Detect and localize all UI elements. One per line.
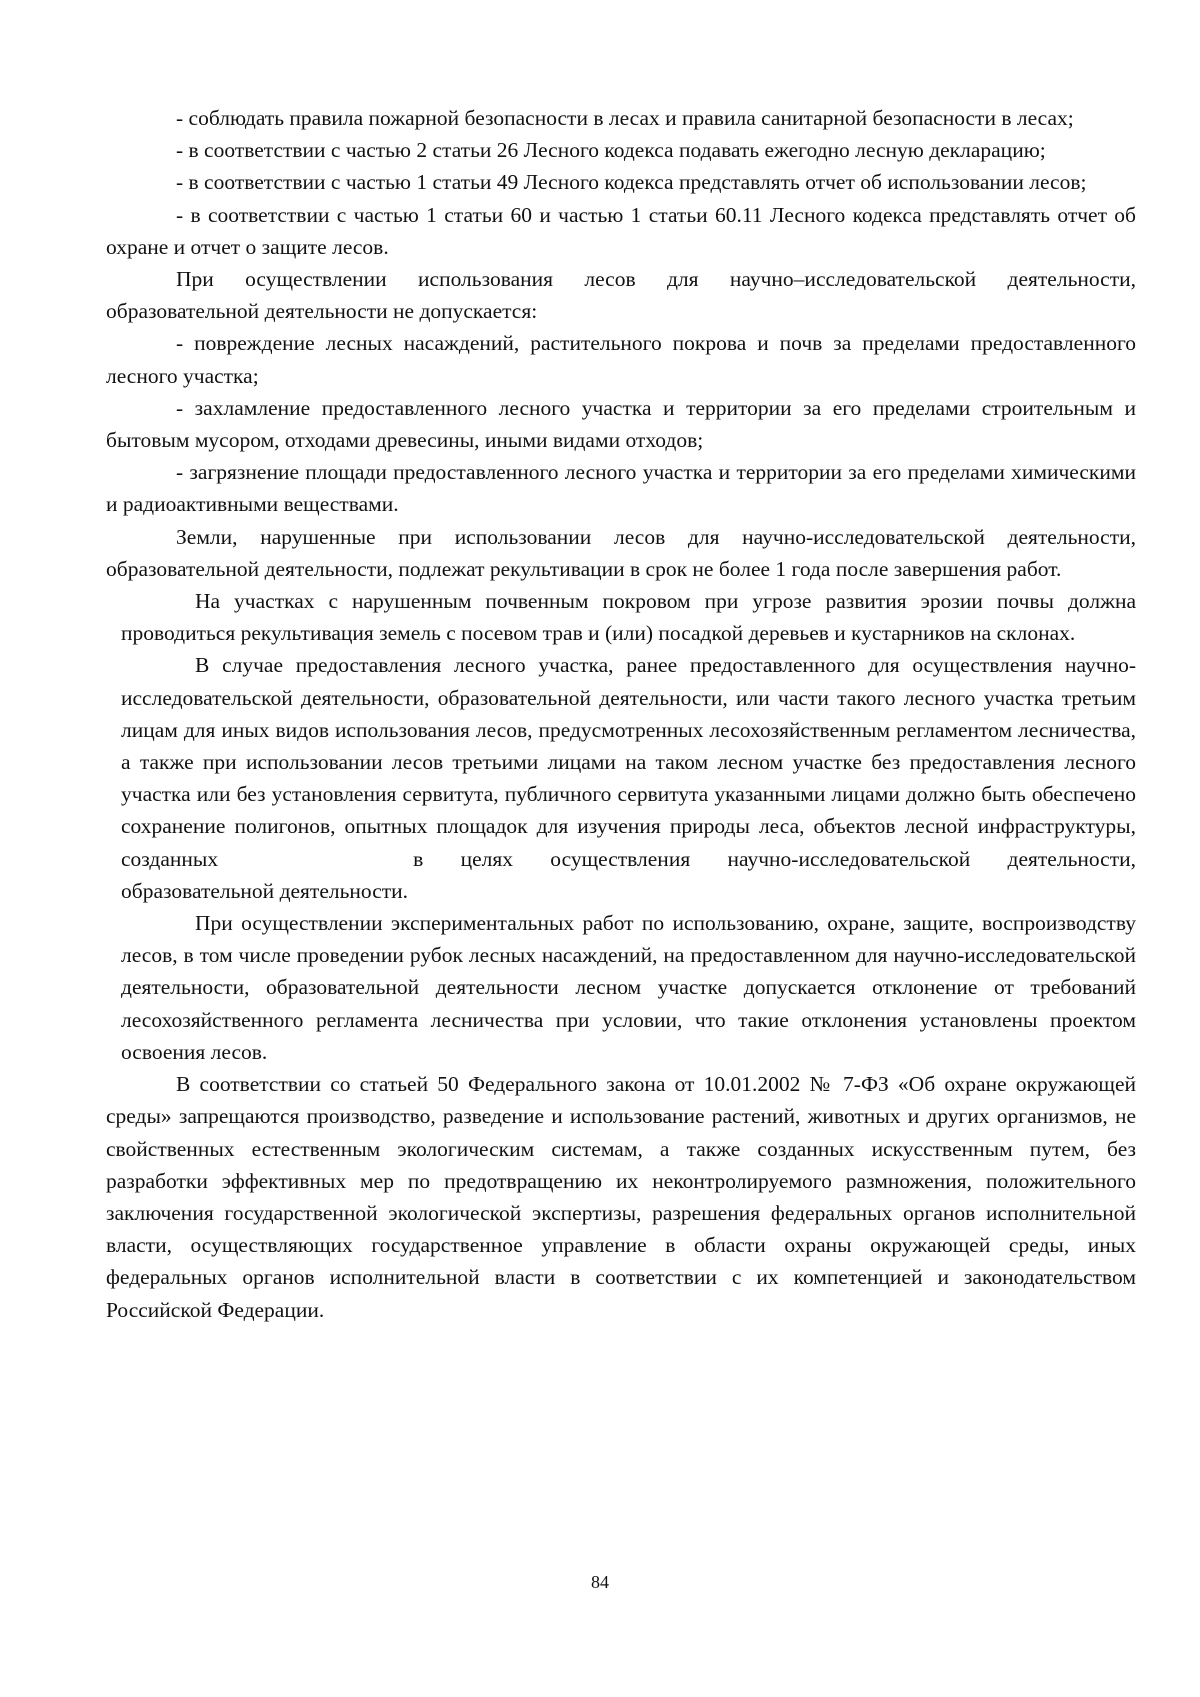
document-body <box>106 102 1136 1326</box>
list-item-fire-safety: - соблюдать правила пожарной безопасности в лесах и правила санитарной безопасности в лесах; <box>176 106 1074 130</box>
list-item-pollution: - загрязнение площади предоставленного лесного участка и территории за его пределами химическими и радиоактивными веществами. <box>106 460 1136 517</box>
paragraph-federal-law: В соответствии со статьей 50 Федерального закона от 10.01.2002 № 7-ФЗ «Об охране окружающей среды» запрещаются производство, разведение и использование растений, животных и других организмов, не свойственных естественным экологическим системам, а также созданных искусственным путем, без разработки эффективных мер по предотвращению их неконтролируемого размножения, положительного заключения государственной экологической экспертизы, разрешения федеральных органов исполнительной власти, осуществляющих государственное управление в области охраны окружающей среды, иных федеральных органов исполнительной власти в соответствии с их компетенцией и законодательством Российской Федерации. <box>106 1072 1136 1322</box>
list-item-usage-report: - в соответствии с частью 1 статьи 49 Лесного кодекса представлять отчет об использовании лесов; <box>176 170 1087 195</box>
paragraph-prohibitions-intro: При осуществлении использования лесов для научно–исследовательской деятельности, образовательной деятельности не допускается: <box>106 267 1136 324</box>
page-number: 84 <box>591 1572 609 1592</box>
paragraph-third-parties-main: В случае предоставления лесного участка, ранее предоставленного для осуществления научно-исследовательской деятельности, образовательной деятельности, или части такого лесного участка третьим лицам для иных видов использования лесов, предусмотренных лесохозяйственным регламентом лесничества, а также при использовании лесов третьими лицами на таком лесном участке без предоставления лесного участка или без установления сервитута, публичного сервитута указанными лицами должно быть обеспечено сохранение полигонов, опытных площадок для изучения природы леса, объектов лесной инфраструктуры, <box>121 653 1136 839</box>
list-item-protection-report: - в соответствии с частью 1 статьи 60 и частью 1 статьи 60.11 Лесного кодекса представлять отчет об охране и отчет о защите лесов. <box>106 202 1136 259</box>
paragraph-experimental-works: При осуществлении экспериментальных работ по использованию, охране, защите, воспроизводству лесов, в том числе проведении рубок лесных насаждений, на предоставленном для научно-исследовательской деятельности, образовательной деятельности лесном участке допускается отклонение от требований лесохозяйственного регламента лесничества при условии, что такие отклонения установлены проектом освоения лесов. <box>121 911 1136 1064</box>
paragraph-third-parties-end: в целях осуществления научно-исследовательской деятельности, образовательной деятельности. <box>121 846 1136 903</box>
paragraph-erosion: На участках с нарушенным почвенным покровом при угрозе развития эрозии почвы должна проводиться рекультивация земель с посевом трав и (или) посадкой деревьев и кустарников на склонах. <box>121 589 1136 646</box>
list-item-littering: - захламление предоставленного лесного участка и территории за его пределами строительным и бытовым мусором, отходами древесины, иными видами отходов; <box>106 395 1136 453</box>
paragraph-third-parties <box>121 649 1136 907</box>
paragraph-third-parties-created: созданных <box>121 846 219 871</box>
list-item-forest-declaration: - в соответствии с частью 2 статьи 26 Лесного кодекса подавать ежегодно лесную декларацию; <box>176 138 1046 163</box>
list-item-damage: - повреждение лесных насаждений, растительного покрова и почв за пределами предоставленного лесного участка; <box>106 331 1136 388</box>
paragraph-recultivation-deadline: Земли, нарушенные при использовании лесов для научно-исследовательской деятельности, образовательной деятельности, подлежат рекультивации в срок не более 1 года после завершения работ. <box>106 524 1136 581</box>
